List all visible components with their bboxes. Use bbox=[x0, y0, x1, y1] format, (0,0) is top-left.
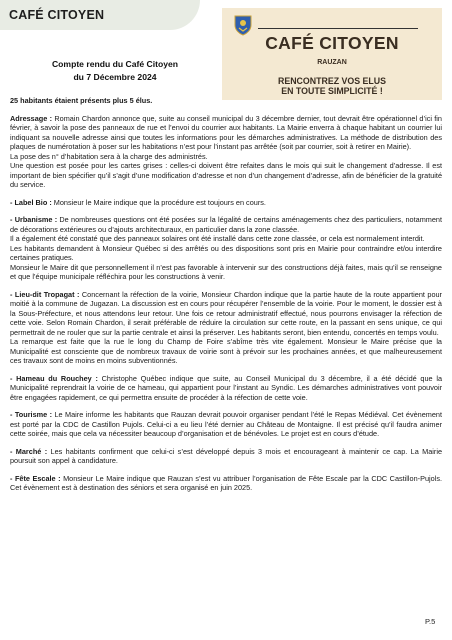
section-adressage: Adressage : Romain Chardon annonce que, suite au conseil municipal du 3 décembre dernier, tout devrait être opérationnel d’ici fin février, à savoir la pose des panneaux de rue et l’envoi du courrier aux habitants. La Mairie enverra à chaque habitant un courrier lui indiquant sa nouvelle adresse ainsi que toutes les informations pour les démarches administratives. La méthode de distribution des plaques de numérotation à poser sur les habitations n’est pour l’instant pas arrêtée (soit par courrier, soit à retirer en Mairie). bbox=[10, 113, 442, 151]
section-paragraph: Monsieur le Maire dit que personnellement il n’est pas favorable à intervenir sur des constructions déjà faites, mais qu’il se renseigne et que l’équipe municipale réfléchira pour les constructions à venir. bbox=[10, 262, 442, 281]
section-label: - Lieu-dit Tropagat : bbox=[10, 289, 80, 299]
section-tourisme: - Tourisme : Le Maire informe les habitants que Rauzan devrait pouvoir organiser pendant l’été le Repas Médiéval. Cet évènement est porté par la CDC de Castillon Pujols. Celui-ci a eu lieu l’été dernier au Château de Montaigne. Il est précisé qu’il faudra animer cette soirée, mais que cela va nécessiter beaucoup d’organisation et de bénévoles. Le projet est en cours d’étude. bbox=[10, 410, 442, 438]
section-paragraph: La remarque est faite que la rue le long du Champ de Foire s’abîme très vite également. Monsieur le Maire précise que la Municipalité est consciente que de nombreux travaux de voirie sont à prévoir sur les prochaines années, et que malheureusement ces travaux sont de moins en moins subventionnés. bbox=[10, 337, 442, 365]
section-label: Adressage : bbox=[10, 113, 53, 123]
report-body bbox=[10, 96, 442, 493]
section-label-bio: - Label Bio : Monsieur le Maire indique que la procédure est toujours en cours. bbox=[10, 197, 266, 207]
section-paragraph: La pose des n° d’habitation sera à la charge des administrés. bbox=[10, 151, 208, 161]
section-paragraph: Il a également été constaté que des panneaux solaires ont été installé dans cette zone classée, or cela est normalement interdit. bbox=[10, 234, 425, 243]
section-paragraph: Une question est posée pour les cartes grises : celles-ci doivent être refaites dans le mois qui suit le changement d’adresse. Il est important de bien spécifier qu’il s’agit d’une modification d’adresse et non d’un changement d’adresse, afin de bénéficier de la gratuité du service. bbox=[10, 161, 442, 189]
report-date: du 7 Décembre 2024 bbox=[73, 72, 157, 82]
logo-name: CAFÉ CITOYEN bbox=[265, 33, 399, 53]
section-rouchey: - Hameau du Rouchey : Christophe Québec indique que suite, au Conseil Municipal du 3 décembre, il a été décidé que la Municipalité reprendrait la voirie de ce hameau, qui appartient pour l’instant au Syndic. Les démarches administratives vont pouvoir être engagées rapidement, ce qui permettra ensuite de procéder à la réfection de cette voie. bbox=[10, 373, 443, 402]
section-paragraph: Les habitants demandent à Monsieur Québec si des arrêtés ou des dispositions sont pris en Mairie pour contraindre et/ou interdire certaines pratiques. bbox=[10, 243, 442, 262]
section-tropagat: - Lieu-dit Tropagat : Concernant la réfection de la voirie, Monsieur Chardon indique que la partie haute de la route appartient pour moitié à la commune de Jugazan. La discussion est en cours pour récupérer l’ensemble de la voirie. Pour le moment, le dossier est à la Sous-Préfecture, et nous attendons leur retour. Une fois ce retour administratif effectué, nous pourrons envisager la réfection de cette voie. Selon Romain Chardon, il serait préférable de réduire la circulation sur cette route, en la passant en sens unique, ce qui permettrait de ne rouler que sur la partie centrale et ainsi la préserver. Les habitants seront, bien entendu, concertés en temps voulu. bbox=[10, 289, 442, 337]
section-label: - Hameau du Rouchey : bbox=[10, 373, 98, 383]
section-marche: - Marché : Les habitants confirment que celui-ci s’est développé depuis 3 mois et encourageant à maintenir ce cap. La Mairie poursuit son appel à candidature. bbox=[10, 446, 443, 465]
report-title-block bbox=[0, 58, 230, 84]
logo-divider bbox=[258, 28, 418, 29]
attendance: 25 habitants étaient présents plus 5 élus. bbox=[10, 96, 153, 105]
header-banner bbox=[0, 0, 200, 30]
section-label: - Label Bio : bbox=[10, 197, 52, 207]
page-number: P.5 bbox=[425, 617, 436, 626]
section-label: - Marché : bbox=[10, 446, 48, 456]
logo-town: RAUZAN bbox=[317, 59, 347, 66]
logo-slogan-line1: RENCONTREZ VOS ELUS bbox=[277, 76, 386, 86]
header-title: CAFÉ CITOYEN bbox=[9, 8, 105, 22]
section-label: - Tourisme : bbox=[10, 410, 53, 419]
logo-slogan-line2: EN TOUTE SIMPLICITÉ ! bbox=[281, 86, 383, 96]
logo-slogan bbox=[222, 76, 442, 96]
report-title: Compte rendu du Café Citoyen bbox=[51, 59, 179, 69]
section-label: - Urbanisme : bbox=[10, 215, 58, 224]
section-label: - Fête Escale : bbox=[10, 473, 61, 483]
section-urbanisme: - Urbanisme : De nombreuses questions ont été posées sur la légalité de certains aménagements chez des particuliers, notamment de décorations extérieures ou d’ajouts architecturaux, en particulier dans la zone classée. bbox=[10, 215, 442, 234]
cafe-citoyen-logo bbox=[222, 8, 442, 100]
section-fete-escale: - Fête Escale : Monsieur Le Maire indique que Rauzan s’est vu attribuer l’organisation de Fête Escale par la CDC Castillon-Pujols. Cet évènement est à destination des séniors et sera organisé en juin 2025. bbox=[10, 473, 442, 492]
